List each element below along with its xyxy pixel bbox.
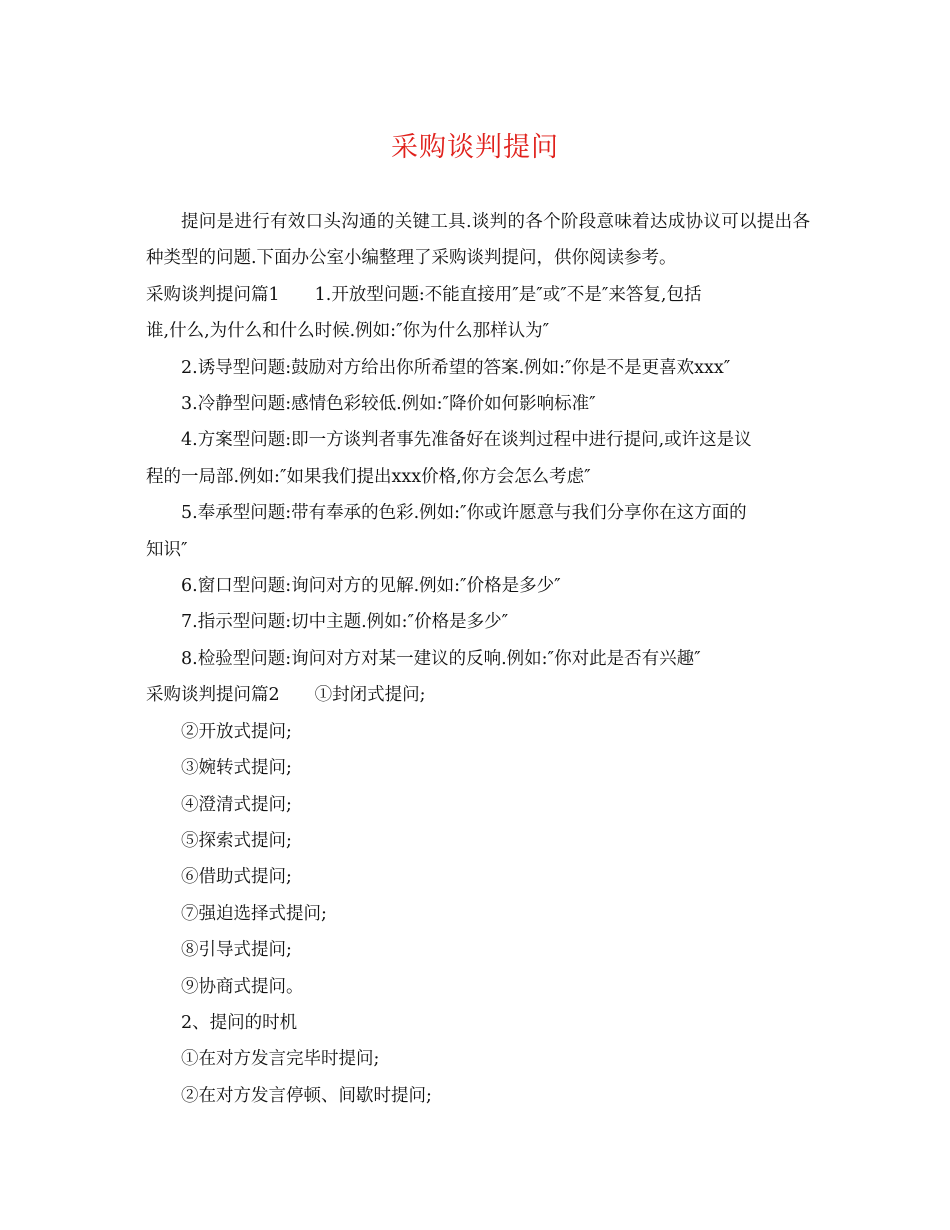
question-type-4-line-1: 4.方案型问题:即一方谈判者事先准备好在谈判过程中进行提问,或许这是议: [181, 430, 752, 451]
timing-subheading: 2、提问的时机: [181, 1012, 298, 1033]
section-2-line: [146, 677, 810, 713]
question-type-4-line-2: 程的一局部.例如:″如果我们提出xxx价格,你方会怎么考虑″: [146, 466, 591, 487]
questioning-method-6: ⑥借助式提问;: [181, 867, 292, 888]
questioning-method-4: ④澄清式提问;: [181, 794, 292, 815]
question-type-6: 6.窗口型问题:询问对方的见解.例如:″价格是多少″: [181, 576, 561, 597]
questioning-method-5: ⑤探索式提问;: [181, 830, 292, 851]
timing-item-2: ②在对方发言停顿、间歇时提问;: [181, 1085, 432, 1106]
timing-item-1: ①在对方发言完毕时提问;: [181, 1049, 380, 1070]
document-body: [146, 204, 810, 1114]
intro-paragraph: 提问是进行有效口头沟通的关键工具.谈判的各个阶段意味着达成协议可以提出各种类型的问题.下面办公室小编整理了采购谈判提问，供你阅读参考。: [146, 212, 810, 269]
questioning-method-3: ③婉转式提问;: [181, 758, 292, 779]
questioning-method-8: ⑧引导式提问;: [181, 940, 292, 961]
section-1-heading: 采购谈判提问篇1: [146, 284, 280, 305]
questioning-method-2: ②开放式提问;: [181, 721, 292, 742]
section-1-line: [146, 277, 810, 313]
question-type-5-line-2: 知识″: [146, 539, 188, 560]
question-type-1-line-1: 1.开放型问题:不能直接用″是″或″不是″来答复,包括: [314, 284, 702, 305]
questioning-method-9: ⑨协商式提问。: [181, 976, 304, 997]
document-title: 采购谈判提问: [391, 132, 559, 163]
question-type-5-line-1: 5.奉承型问题:带有奉承的色彩.例如:″你或许愿意与我们分享你在这方面的: [181, 503, 747, 524]
question-type-2: 2.诱导型问题:鼓励对方给出你所希望的答案.例如:″你是不是更喜欢xxx″: [181, 357, 731, 378]
question-type-3: 3.冷静型问题:感情色彩较低.例如:″降价如何影响标准″: [181, 394, 596, 415]
section-2-heading: 采购谈判提问篇2: [146, 685, 280, 706]
questioning-method-7: ⑦强迫选择式提问;: [181, 903, 327, 924]
question-type-1-line-2: 谁,什么,为什么和什么时候.例如:″你为什么那样认为″: [146, 321, 550, 342]
questioning-method-1: ①封闭式提问;: [314, 685, 426, 706]
question-type-7: 7.指示型问题:切中主题.例如:″价格是多少″: [181, 612, 509, 633]
question-type-8: 8.检验型问题:询问对方对某一建议的反响.例如:″你对此是否有兴趣″: [181, 648, 701, 669]
